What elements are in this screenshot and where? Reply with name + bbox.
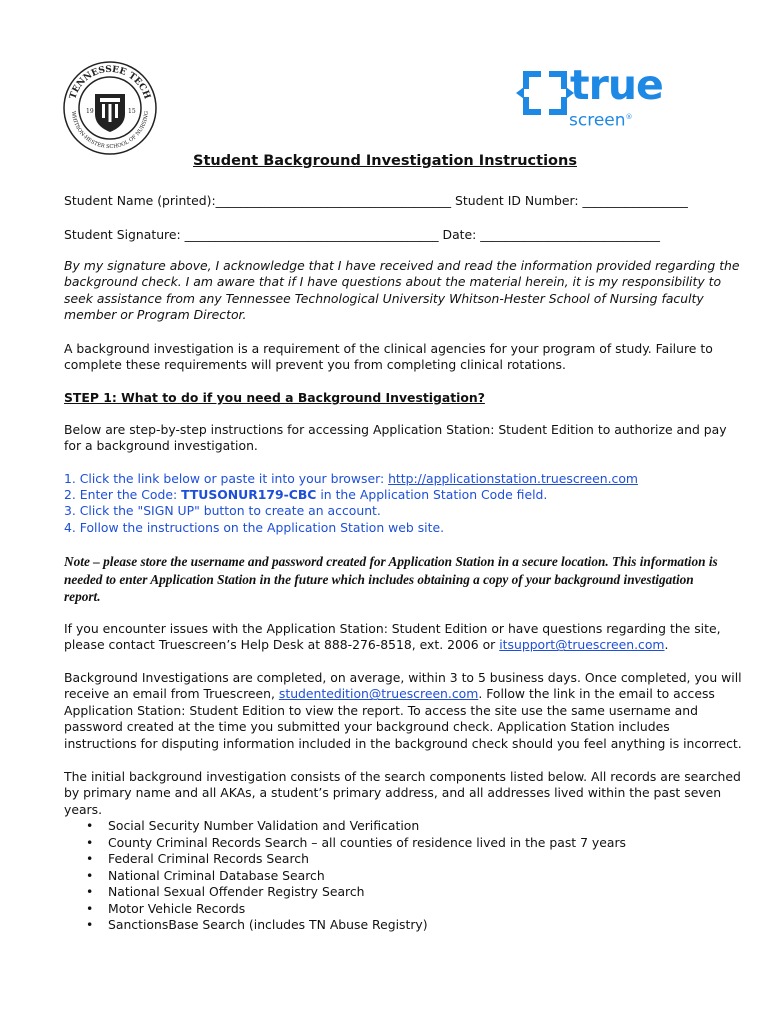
- seal-year-left: 19: [86, 108, 94, 115]
- application-station-code: TTUSONUR179-CBC: [181, 487, 317, 502]
- note-paragraph: Note – please store the username and password created for Application Station in a secure location. This information is needed to enter Application Station in the future which includes obtaining a copy of your background investigation report.: [64, 554, 718, 604]
- step1-intro-paragraph: Below are step-by-step instructions for accessing Application Station: Student Edition to authorize and pay for a background investigation.: [64, 422, 727, 454]
- seal-top-text: TENNESSEE TECH: [68, 64, 152, 101]
- intro-paragraph: A background investigation is a requirement of the clinical agencies for your program of study. Failure to complete these requirements will prevent you from completing clinical rotations.: [64, 341, 713, 373]
- list-item: • County Criminal Records Search – all counties of residence lived in the past 7 years: [86, 834, 626, 850]
- truescreen-logo-screen: screen®: [569, 110, 633, 131]
- step-item-3: 3. Click the "SIGN UP" button to create an account.: [64, 503, 381, 518]
- page-title: Student Background Investigation Instructions: [193, 153, 577, 169]
- completion-paragraph: Background Investigations are completed, on average, within 3 to 5 business days. Once completed, you will receive an email from Truescreen, studentedition@truescreen.com. Follow the link in the email to access Application Station: Student Edition to view the report. To access the site use the same username and password created at the time you submitted your background check. Application Station includes instructions for disputing information included in the background check should you feel anything is incorrect.: [64, 670, 742, 751]
- list-item: • Federal Criminal Records Search: [86, 851, 309, 866]
- student-name-id-field-line: Student Name (printed):______________________________________ Student ID Number: _________________: [64, 193, 688, 208]
- seal-ring-text: WHITSON-HESTER SCHOOL OF NURSING: [69, 110, 151, 151]
- student-signature-date-field-line: Student Signature: _________________________________________ Date: _____________________________: [64, 227, 660, 242]
- search-components-list: [86, 818, 626, 934]
- list-item: • National Criminal Database Search: [86, 867, 325, 883]
- tennessee-tech-seal-logo: [62, 58, 158, 158]
- itsupport-email-link[interactable]: itsupport@truescreen.com: [499, 637, 665, 653]
- studentedition-email-link[interactable]: studentedition@truescreen.com: [278, 686, 479, 702]
- application-station-link[interactable]: http://applicationstation.truescreen.com: [388, 471, 638, 486]
- step-item-2: 2. Enter the Code: TTUSONUR179-CBC in the Application Station Code field.: [64, 487, 548, 502]
- help-desk-paragraph: If you encounter issues with the Application Station: Student Edition or have questions regarding the site, please contact Truescreen’s Help Desk at 888-276-8518, ext. 2006 or itsupport@truescreen.com.: [64, 621, 721, 653]
- step-item-1: 1. Click the link below or paste it into your browser: http://applicationstation.truescreen.com: [64, 471, 638, 486]
- list-item: • SanctionsBase Search (includes TN Abuse Registry): [86, 917, 428, 932]
- step-item-4: 4. Follow the instructions on the Application Station web site.: [64, 520, 445, 535]
- list-item: • Motor Vehicle Records: [86, 900, 246, 916]
- acknowledgement-paragraph: By my signature above, I acknowledge that I have received and read the information provided regarding the background check. I am aware that if I have questions about the material herein, it is my responsibility to seek assistance from any Tennessee Technological University Whitson-Hester School of Nursing faculty member or Program Director.: [64, 258, 740, 323]
- list-item: • National Sexual Offender Registry Search: [86, 884, 365, 899]
- components-intro-paragraph: The initial background investigation consists of the search components listed below. All records are searched by primary name and all AKAs, a student’s primary address, and all addresses lived within the past seven years.: [64, 769, 741, 817]
- step1-heading: STEP 1: What to do if you need a Background Investigation?: [64, 390, 485, 405]
- list-item: • Social Security Number Validation and Verification: [86, 818, 420, 833]
- seal-year-right: 15: [128, 108, 136, 115]
- truescreen-logo-true: true: [570, 61, 663, 109]
